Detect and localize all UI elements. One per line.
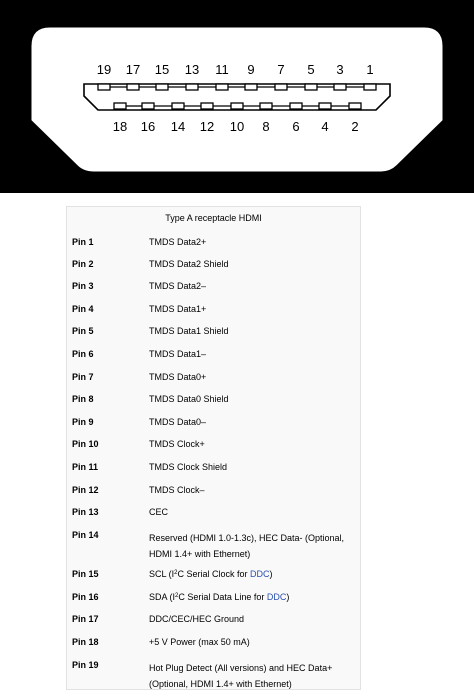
ddc-link[interactable]: DDC — [266, 592, 287, 602]
pin-number-16: 16 — [140, 119, 156, 134]
hdmi-connector-diagram — [0, 0, 474, 193]
pin-label: Pin 6 — [72, 349, 94, 359]
pin-label: Pin 19 — [72, 660, 99, 670]
pin-label: Pin 13 — [72, 507, 99, 517]
pin-contact-5 — [305, 84, 317, 90]
pin-function: TMDS Data2– — [149, 281, 207, 291]
pin-label: Pin 17 — [72, 614, 99, 624]
pin-function: TMDS Data0+ — [149, 372, 207, 382]
pin-function: CEC — [149, 507, 169, 517]
bottom-pin-labels — [113, 119, 359, 134]
pin-number-4: 4 — [321, 119, 329, 134]
pin-label: Pin 14 — [72, 530, 99, 540]
pin-number-3: 3 — [336, 62, 344, 77]
pin-contact-4 — [319, 103, 331, 109]
pin-number-12: 12 — [199, 119, 215, 134]
pin-label: Pin 10 — [72, 439, 99, 449]
pin-contact-18 — [114, 103, 126, 109]
pin-label: Pin 7 — [72, 372, 94, 382]
pin-number-13: 13 — [184, 62, 200, 77]
pin-number-19: 19 — [96, 62, 112, 77]
pin-contact-1 — [364, 84, 376, 90]
pin-contact-6 — [290, 103, 302, 109]
pin-number-14: 14 — [170, 119, 186, 134]
pin-function: TMDS Clock Shield — [149, 462, 228, 472]
pin-contact-16 — [142, 103, 154, 109]
pin-label: Pin 5 — [72, 326, 94, 336]
pin-contact-11 — [216, 84, 228, 90]
pin-contact-13 — [186, 84, 198, 90]
pin-function: TMDS Data2 Shield — [149, 259, 229, 269]
pin-label: Pin 4 — [72, 304, 94, 314]
pin-label: Pin 2 — [72, 259, 94, 269]
pin-label: Pin 3 — [72, 281, 94, 291]
pin-contact-14 — [172, 103, 184, 109]
pin-number-15: 15 — [154, 62, 170, 77]
pin-contact-9 — [245, 84, 257, 90]
pin-contact-2 — [349, 103, 361, 109]
pin-number-2: 2 — [351, 119, 359, 134]
pin-label: Pin 16 — [72, 592, 99, 602]
pin-number-1: 1 — [366, 62, 374, 77]
pin-function: TMDS Data1+ — [149, 304, 207, 314]
pin-number-8: 8 — [262, 119, 270, 134]
pin-label: Pin 11 — [72, 462, 99, 472]
pin-contact-12 — [201, 103, 213, 109]
bottom-pin-row — [114, 103, 361, 109]
pinout-table — [66, 206, 361, 690]
pin-label: Pin 12 — [72, 485, 99, 495]
pin-label: Pin 9 — [72, 417, 94, 427]
pin-function: TMDS Data1 Shield — [149, 326, 229, 336]
connector-svg — [0, 0, 474, 193]
pin-number-9: 9 — [247, 62, 255, 77]
pin-number-17: 17 — [125, 62, 141, 77]
pin-label: Pin 15 — [72, 569, 99, 579]
pin-function: SCL ($I^2C$ Serial Clock for DDC) — [149, 569, 273, 579]
pin-number-11: 11 — [215, 62, 229, 77]
pin-function: +5 V Power (max 50 mA) — [149, 637, 250, 647]
pin-number-18: 18 — [112, 119, 128, 134]
pin-function: TMDS Data0– — [149, 417, 207, 427]
ddc-link[interactable]: DDC — [250, 569, 270, 579]
pin-function: TMDS Data0 Shield — [149, 394, 229, 404]
pin-number-6: 6 — [292, 119, 300, 134]
pin-contact-7 — [275, 84, 287, 90]
pin-contact-19 — [98, 84, 110, 90]
pin-function: Reserved (HDMI 1.0-1.3c), HEC Data- (Optional, HDMI 1.4+ with Ethernet) — [149, 533, 345, 559]
pin-contact-17 — [127, 84, 139, 90]
pin-contact-3 — [334, 84, 346, 90]
pin-contact-8 — [260, 103, 272, 109]
pin-function: TMDS Data2+ — [149, 237, 207, 247]
pin-contact-10 — [231, 103, 243, 109]
pin-label: Pin 18 — [72, 637, 99, 647]
pin-number-7: 7 — [277, 62, 285, 77]
pin-function: SDA ($I^2C$ Serial Data Line for DDC) — [149, 592, 290, 602]
pin-function: TMDS Clock+ — [149, 439, 205, 449]
connector-outline — [32, 28, 442, 171]
pin-contact-15 — [156, 84, 168, 90]
pin-number-10: 10 — [229, 119, 245, 134]
pin-label: Pin 1 — [72, 237, 94, 247]
pin-number-5: 5 — [307, 62, 315, 77]
table-caption: Type A receptacle HDMI — [165, 213, 262, 223]
pin-function: TMDS Clock– — [149, 485, 205, 495]
pin-function: DDC/CEC/HEC Ground — [149, 614, 245, 624]
pin-function: TMDS Data1– — [149, 349, 207, 359]
pin-label: Pin 8 — [72, 394, 94, 404]
pin-function: Hot Plug Detect (All versions) and HEC Data+ (Optional, HDMI 1.4+ with Ethernet) — [149, 663, 333, 689]
